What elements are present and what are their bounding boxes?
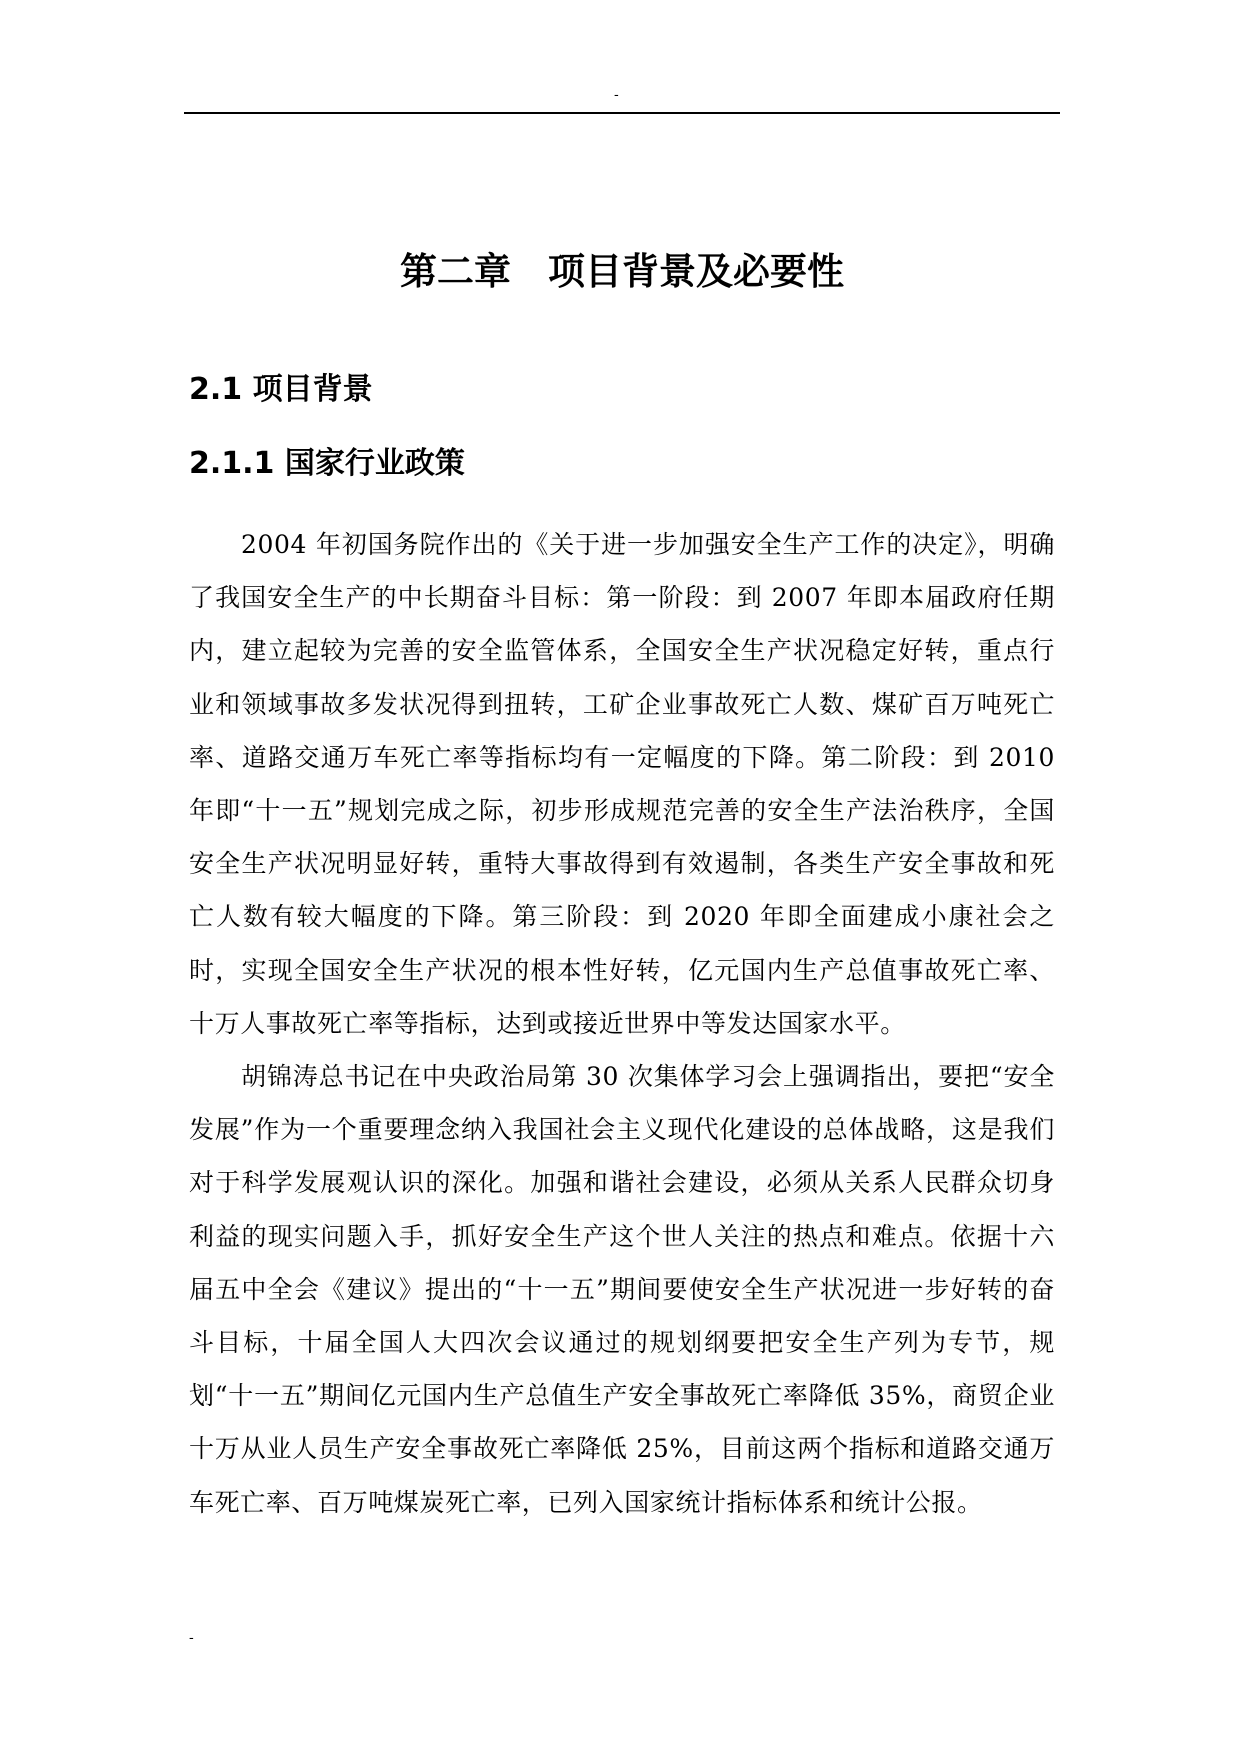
subsection-title: 2.1.1 国家行业政策	[189, 446, 465, 481]
paragraph-safe-development: 胡锦涛总书记在中央政治局第 30 次集体学习会上强调指出，要把“安全发展”作为一个重要理念纳入我国社会主义现代化建设的总体战略，这是我们对于科学发展观认识的深化。加强和谐社会建设，必须从关系人民群众切身利益的现实问题入手，抓好安全生产这个世人关注的热点和难点。依据十六届五中全会《建议》提出的“十一五”期间要使安全生产状况进一步好转的奋斗目标，十届全国人大四次会议通过的规划纲要把安全生产列为专节，规划“十一五”期间亿元国内生产总值生产安全事故死亡率降低 35%，商贸企业十万从业人员生产安全事故死亡率降低 25%，目前这两个指标和道路交通万车死亡率、百万吨煤炭死亡率，已列入国家统计指标体系和统计公报。	[189, 1062, 1055, 1517]
header-mark: -	[614, 87, 619, 103]
chapter-title: 第二章 项目背景及必要性	[400, 250, 844, 293]
section-title: 2.1 项目背景	[189, 372, 373, 407]
body-text	[189, 518, 1055, 1529]
header-rule	[184, 112, 1060, 114]
footer-mark: -	[189, 1630, 194, 1646]
paragraph-policy-goals: 2004 年初国务院作出的《关于进一步加强安全生产工作的决定》，明确了我国安全生产的中长期奋斗目标：第一阶段：到 2007 年即本届政府任期内，建立起较为完善的安全监管体系，全国安全生产状况稳定好转，重点行业和领域事故多发状况得到扭转，工矿企业事故死亡人数、煤矿百万吨死亡率、道路交通万车死亡率等指标均有一定幅度的下降。第二阶段：到 2010 年即“十一五”规划完成之际，初步形成规范完善的安全生产法治秩序，全国安全生产状况明显好转，重特大事故得到有效遏制，各类生产安全事故和死亡人数有较大幅度的下降。第三阶段：到 2020 年即全面建成小康社会之时，实现全国安全生产状况的根本性好转，亿元国内生产总值事故死亡率、十万人事故死亡率等指标，达到或接近世界中等发达国家水平。	[189, 530, 1055, 1038]
